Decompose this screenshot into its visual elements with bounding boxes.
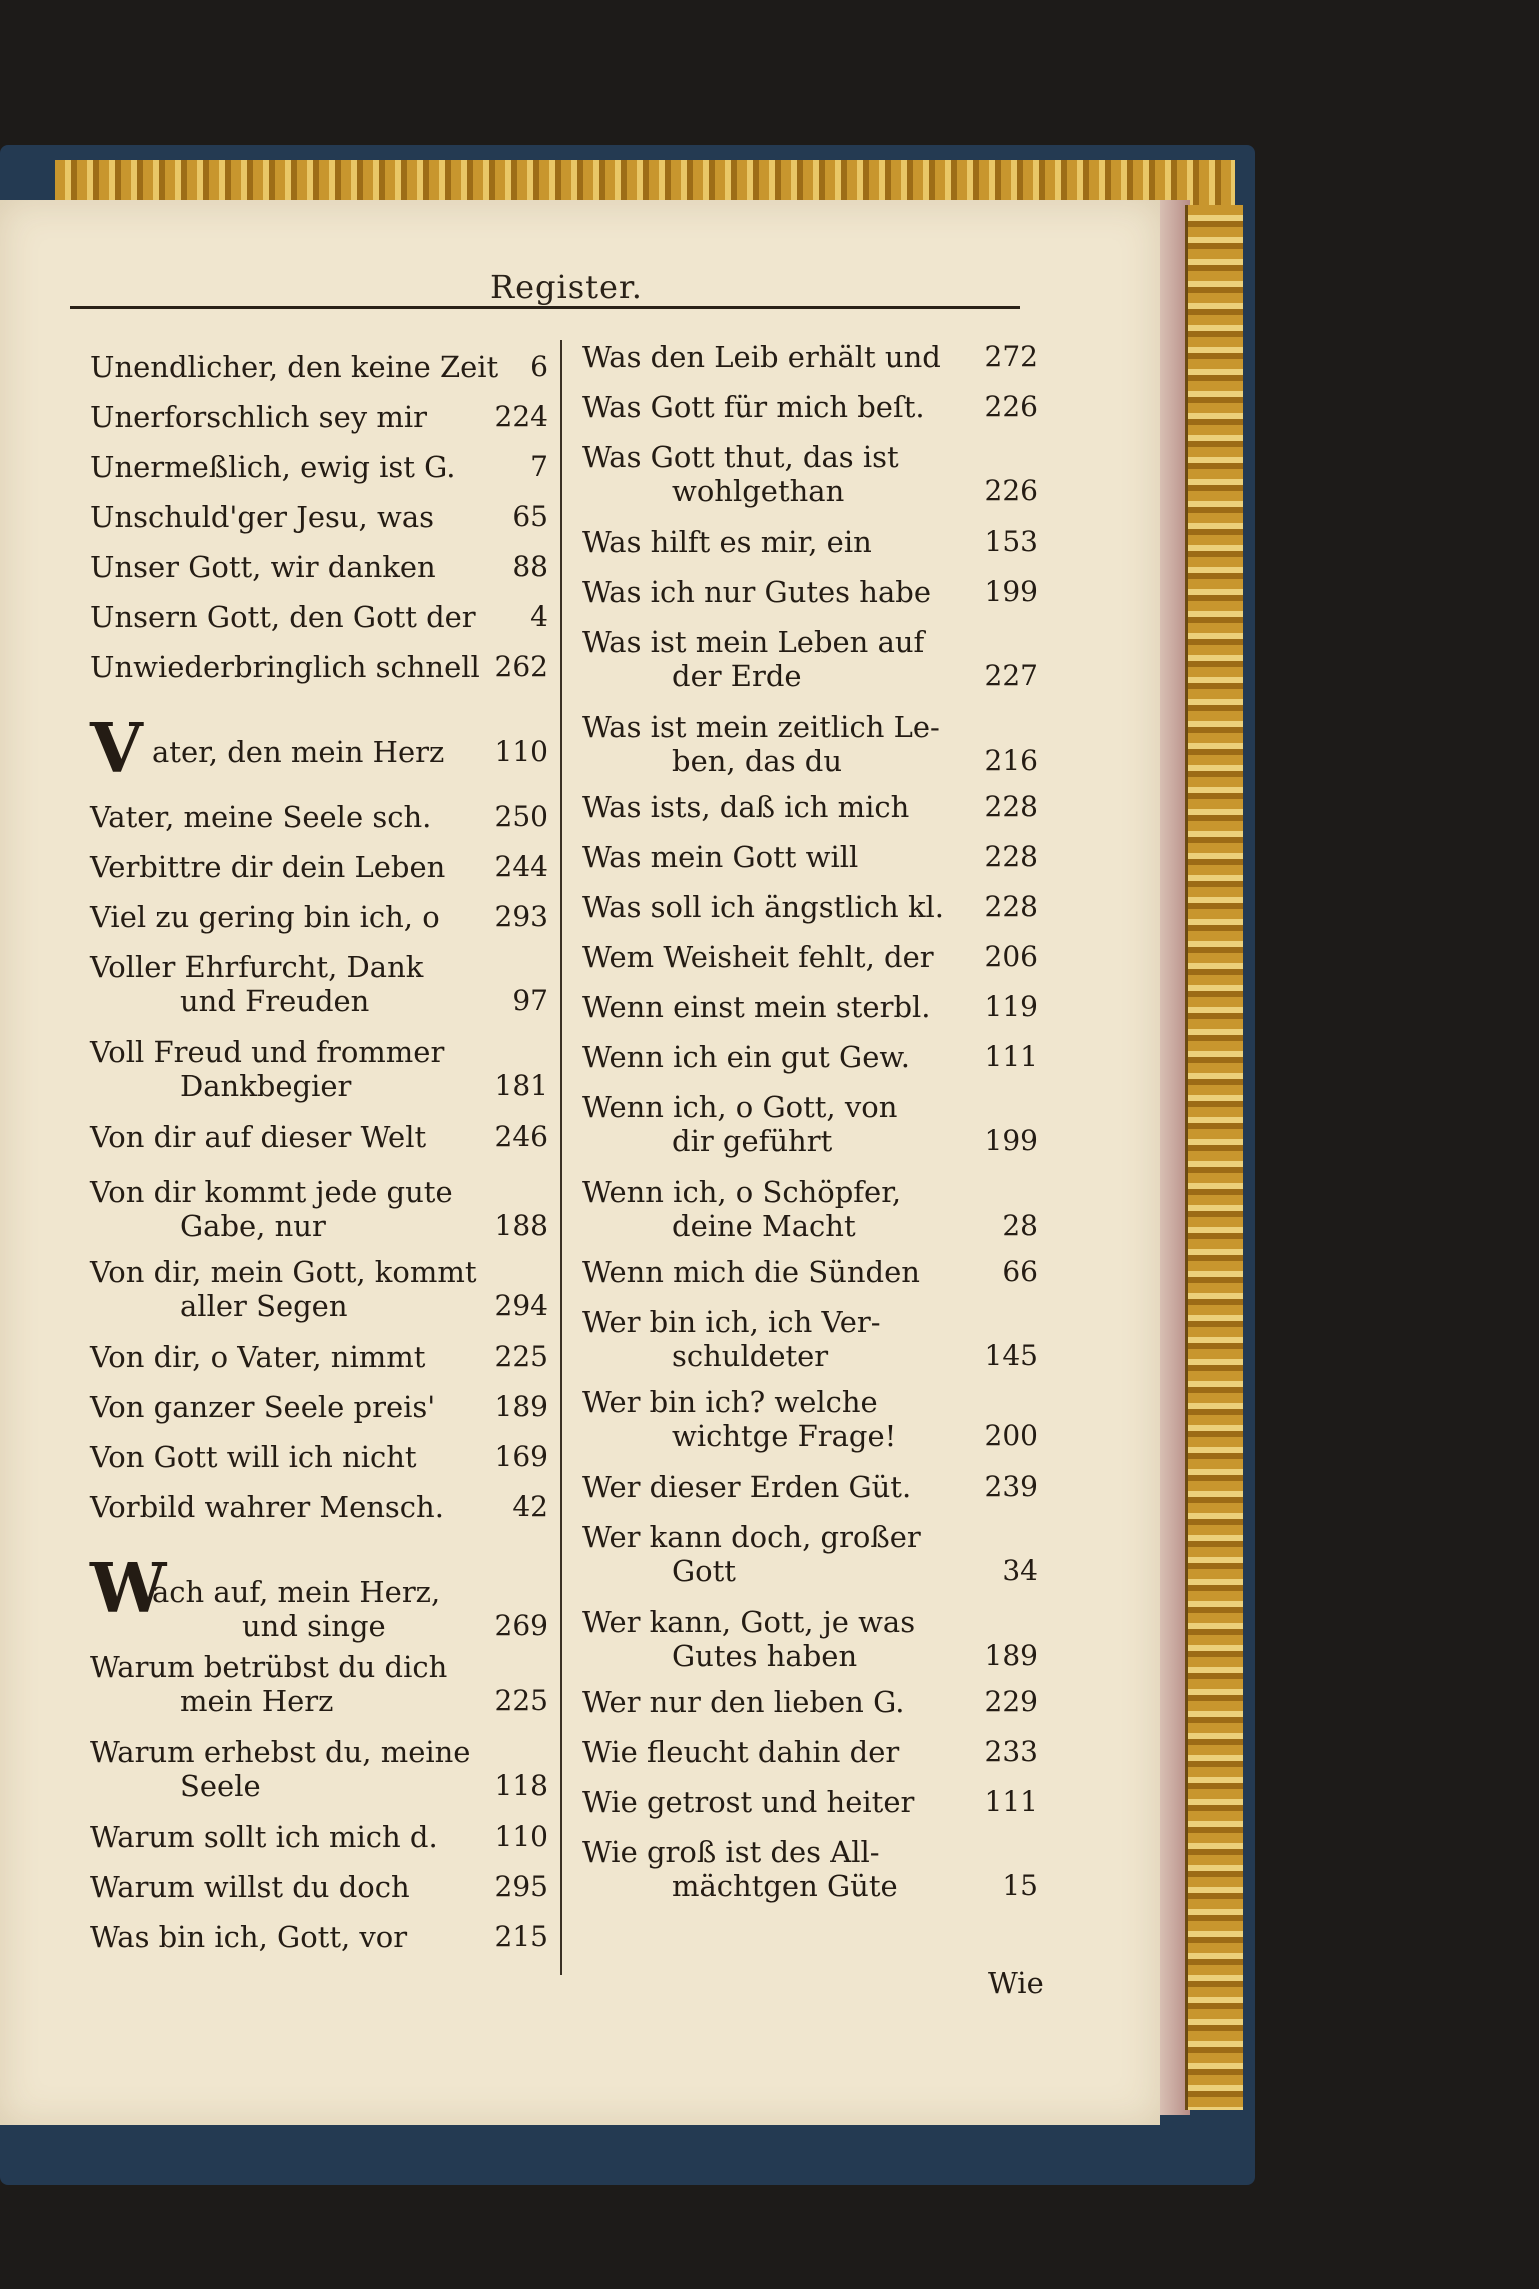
entry-incipit: Warum betrübst du dich [90,1650,448,1684]
page-number: 4 [530,600,548,633]
page-number: 269 [494,1609,548,1642]
page-number: 226 [984,474,1038,507]
entry-incipit: Unser Gott, wir danken [90,550,436,584]
entry-incipit: Was Gott thut, das ist [582,440,899,474]
entry-continuation: und singe [242,1609,386,1643]
entry-incipit: Wer bin ich? welche [582,1385,878,1419]
entry-incipit: Unerforschlich sey mir [90,400,427,434]
page-number: 226 [984,390,1038,423]
page-number: 6 [530,350,548,383]
entry-incipit: Wenn ich, o Gott, von [582,1090,898,1124]
entry-incipit: Was den Leib erhält und [582,340,941,374]
entry-continuation: und Freuden [180,984,370,1018]
entry-incipit: Unschuld'ger Jesu, was [90,500,434,534]
entry-incipit: Unwiederbringlich schnell [90,650,480,684]
entry-incipit: Von dir, o Vater, nimmt [90,1340,426,1374]
entry-incipit: Von dir, mein Gott, kommt [90,1255,477,1289]
page-header: Register. [490,268,643,306]
page-number: 97 [512,984,548,1017]
entry-continuation: mein Herz [180,1684,334,1718]
entry-incipit: Wer nur den lieben G. [582,1685,905,1719]
drop-capital: V [90,709,143,789]
page-number: 215 [494,1920,548,1953]
entry-continuation: Dankbegier [180,1069,352,1103]
entry-incipit: Von dir kommt jede gute [90,1175,453,1209]
entry-incipit: Voll Freud und frommer [90,1035,445,1069]
entry-continuation: der Erde [672,659,802,693]
page-number: 66 [1002,1255,1038,1288]
entry-incipit: Was hilft es mir, ein [582,525,872,559]
page-number: 189 [494,1390,548,1423]
entry-incipit: Warum sollt ich mich d. [90,1820,438,1854]
entry-incipit: Wenn einst mein sterbl. [582,990,931,1024]
entry-incipit: Wie getrost und heiter [582,1785,915,1819]
page-number: 7 [530,450,548,483]
page-number: 42 [512,1490,548,1523]
entry-continuation: deine Macht [672,1209,856,1243]
entry-incipit: ach auf, mein Herz, [152,1575,441,1609]
page-number: 199 [984,575,1038,608]
page-number: 262 [494,650,548,683]
page-number: 88 [512,550,548,583]
page-number: 294 [494,1289,548,1322]
page-number: 225 [494,1684,548,1717]
entry-incipit: Unermeßlich, ewig ist G. [90,450,456,484]
page-number: 188 [494,1209,548,1242]
entry-incipit: Was ist mein zeitlich Le- [582,710,940,744]
page-number: 110 [494,1820,548,1853]
page-number: 228 [984,790,1038,823]
page-number: 228 [984,840,1038,873]
entry-incipit: Unendlicher, den keine Zeit [90,350,499,384]
page-number: 110 [494,735,548,768]
page-number: 224 [494,400,548,433]
entry-continuation: aller Segen [180,1289,348,1323]
entry-incipit: Wem Weisheit fehlt, der [582,940,934,974]
page-number: 199 [984,1124,1038,1157]
entry-incipit: Wie fleucht dahin der [582,1735,900,1769]
entry-continuation: schuldeter [672,1339,829,1373]
page-number: 250 [494,800,548,833]
entry-incipit: Was ich nur Gutes habe [582,575,931,609]
page-number: 216 [984,744,1038,777]
entry-continuation: mächtgen Güte [672,1869,898,1903]
page-number: 246 [494,1120,548,1153]
entry-continuation: wichtge Frage! [672,1419,897,1453]
page-number: 206 [984,940,1038,973]
drop-capital: W [90,1549,167,1629]
entry-incipit: Von ganzer Seele preis' [90,1390,436,1424]
entry-continuation: ben, das du [672,744,843,778]
entry-continuation: Gutes haben [672,1639,858,1673]
entry-incipit: Wer kann, Gott, je was [582,1605,916,1639]
column-divider [560,340,562,1975]
entry-incipit: Viel zu gering bin ich, o [90,900,440,934]
page-number: 233 [984,1735,1038,1768]
entry-incipit: Warum willst du doch [90,1870,410,1904]
header-rule [70,306,1020,309]
entry-continuation: Seele [180,1769,261,1803]
page-number: 145 [984,1339,1038,1372]
page-number: 181 [494,1069,548,1102]
entry-incipit: Warum erhebst du, meine [90,1735,471,1769]
entry-incipit: Was ists, daß ich mich [582,790,910,824]
entry-incipit: Unsern Gott, den Gott der [90,600,476,634]
catchword: Wie [988,1966,1044,2000]
page-number: 111 [984,1785,1038,1818]
page-number: 200 [984,1419,1038,1452]
page-number: 118 [494,1769,548,1802]
page-number: 65 [512,500,548,533]
page-number: 189 [984,1639,1038,1672]
entry-incipit: Wenn mich die Sünden [582,1255,920,1289]
entry-continuation: Gott [672,1554,736,1588]
entry-incipit: Was Gott für mich beſt. [582,390,925,424]
page-number: 15 [1002,1869,1038,1902]
entry-incipit: Vorbild wahrer Mensch. [90,1490,444,1524]
page-number: 244 [494,850,548,883]
page-number: 119 [984,990,1038,1023]
entry-incipit: Von Gott will ich nicht [90,1440,417,1474]
page-number: 111 [984,1040,1038,1073]
entry-continuation: wohlgethan [672,474,845,508]
entry-incipit: Vater, meine Seele sch. [90,800,432,834]
page-number: 227 [984,659,1038,692]
entry-incipit: Wer kann doch, großer [582,1520,921,1554]
entry-incipit: Von dir auf dieser Welt [90,1120,427,1154]
entry-incipit: Was ist mein Leben auf [582,625,925,659]
entry-incipit: Was bin ich, Gott, vor [90,1920,408,1954]
page-number: 34 [1002,1554,1038,1587]
page-number: 225 [494,1340,548,1373]
entry-continuation: Gabe, nur [180,1209,326,1243]
entry-continuation: dir geführt [672,1124,833,1158]
entry-incipit: Wenn ich, o Schöpfer, [582,1175,902,1209]
entry-incipit: Wenn ich ein gut Gew. [582,1040,910,1074]
page-number: 229 [984,1685,1038,1718]
gilt-fore-edge [1185,205,1243,2110]
page-number: 272 [984,340,1038,373]
entry-incipit: Verbittre dir dein Leben [90,850,446,884]
page-number: 28 [1002,1209,1038,1242]
entry-incipit: Wie groß ist des All- [582,1835,880,1869]
entry-incipit: Wer bin ich, ich Ver- [582,1305,881,1339]
page-number: 169 [494,1440,548,1473]
entry-incipit: Was soll ich ängstlich kl. [582,890,945,924]
page-number: 228 [984,890,1038,923]
page-number: 295 [494,1870,548,1903]
page-number: 153 [984,525,1038,558]
entry-incipit: Wer dieser Erden Güt. [582,1470,912,1504]
page-number: 239 [984,1470,1038,1503]
entry-incipit: ater, den mein Herz [152,735,445,769]
page-number: 293 [494,900,548,933]
entry-incipit: Was mein Gott will [582,840,859,874]
entry-incipit: Voller Ehrfurcht, Dank [90,950,424,984]
